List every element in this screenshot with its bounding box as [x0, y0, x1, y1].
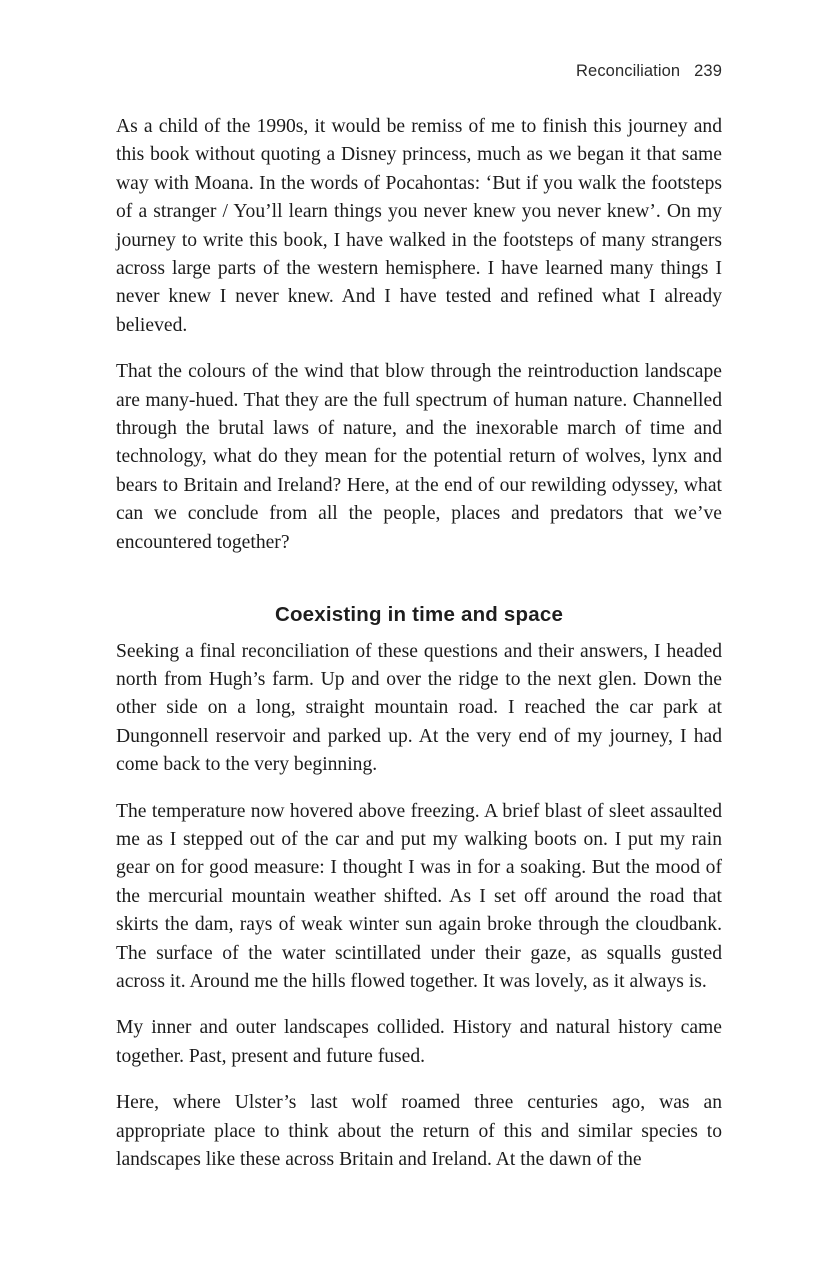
paragraph: Here, where Ulster’s last wolf roamed three centuries ago, was an appropriate place to think about the return of this and similar species to landscapes like these across Britain and Ireland. At the dawn of the: [116, 1092, 722, 1170]
paragraph: Seeking a final reconciliation of these questions and their answers, I headed north from Hugh’s farm. Up and over the ridge to the next glen. Down the other side on a long, straight mountain road. I reached the car park at Dungonnell reservoir and parked up. At the very end of my journey, I had come back to the very beginning.: [116, 640, 722, 776]
paragraph: That the colours of the wind that blow through the reintroduction landscape are many-hued. That they are the full spectrum of human nature. Channelled through the brutal laws of nature, and the inexorable march of time and technology, what do they mean for the potential return of wolves, lynx and bears to Britain and Ireland? Here, at the end of our rewilding odyssey, what can we conclude from all the people, places and predators that we’ve encountered together?: [116, 361, 722, 553]
paragraph: My inner and outer landscapes collided. History and natural history came together. Past, present and future fused.: [116, 1017, 722, 1067]
page-number: 239: [694, 62, 722, 80]
body-text: [116, 113, 722, 1192]
book-page: [116, 0, 722, 1280]
section-heading: Coexisting in time and space: [274, 603, 564, 627]
chapter-title: Reconciliation: [576, 62, 681, 80]
running-header: [576, 62, 722, 81]
paragraph: The temperature now hovered above freezing. A brief blast of sleet assaulted me as I stepped out of the car and put my walking boots on. I put my rain gear on for good measure: I thought I was in for a soaking. But the mood of the mercurial mountain weather shifted. As I set off around the road that skirts the dam, rays of weak winter sun again broke through the cloudbank. The surface of the water scintillated under their gaze, as squalls gusted across it. Around me the hills flowed together. It was lovely, as it always is.: [116, 800, 722, 992]
paragraph: As a child of the 1990s, it would be remiss of me to finish this journey and this book without quoting a Disney princess, much as we began it that same way with Moana. In the words of Pocahontas: ‘But if you walk the footsteps of a stranger / You’ll learn things you never knew you never knew’. On my journey to write this book, I have walked in the footsteps of many strangers across large parts of the western hemisphere. I have learned many things I never knew I never knew. And I have tested and refined what I already believed.: [116, 116, 722, 336]
